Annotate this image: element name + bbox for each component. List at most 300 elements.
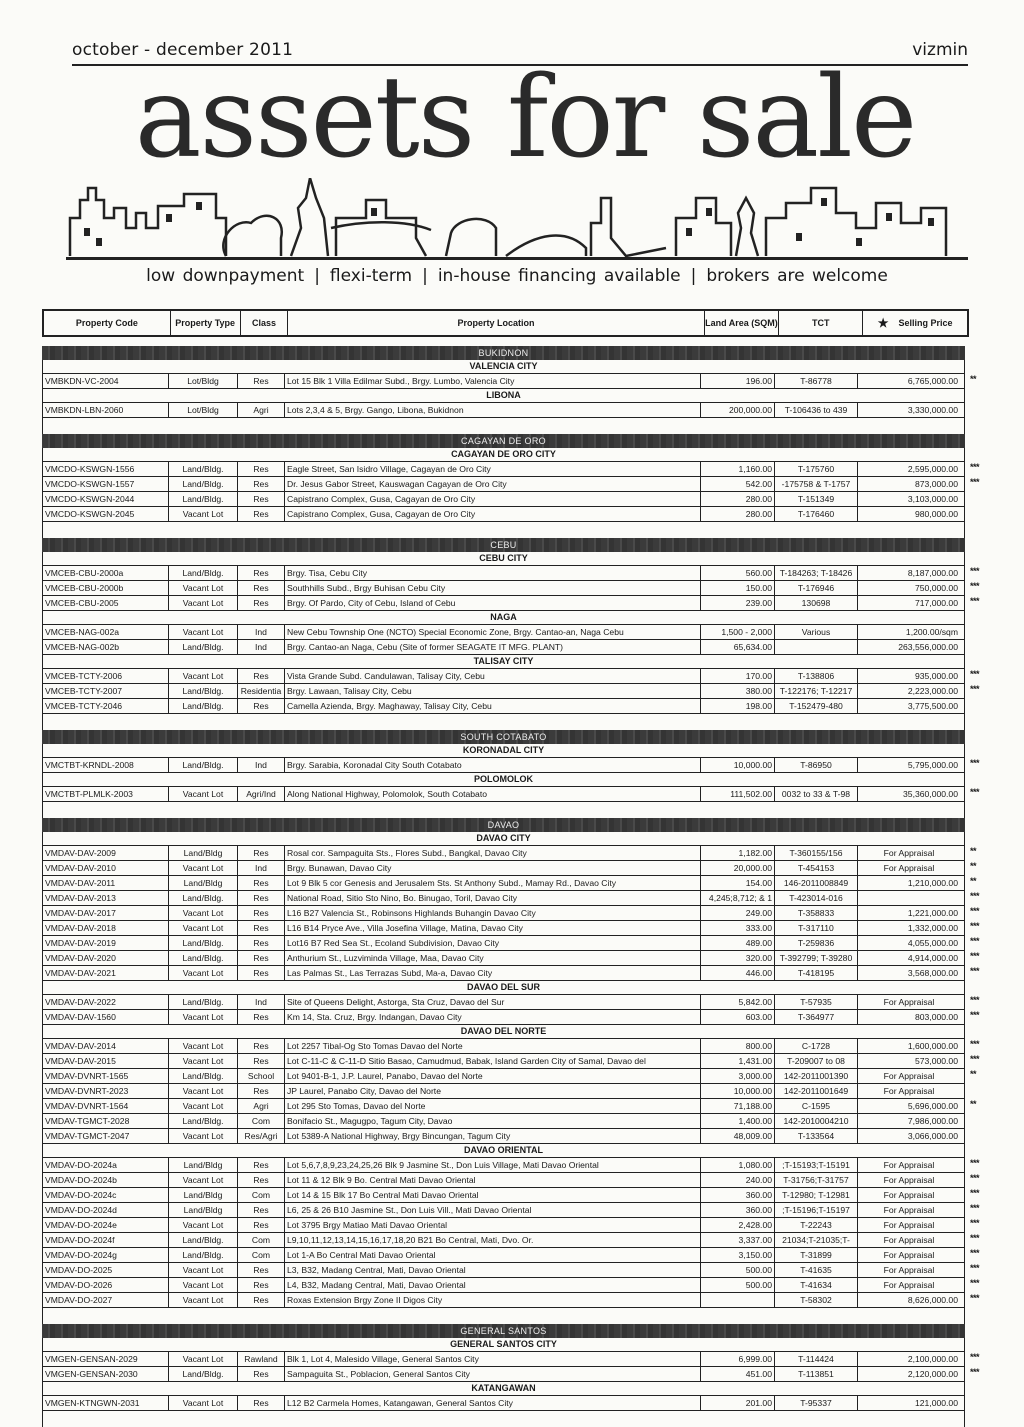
property-class: Res [238,1367,285,1381]
table-row [42,876,977,891]
land-area: 360.00 [701,1188,775,1202]
land-area: 1,080.00 [701,1158,775,1172]
land-area: 198.00 [701,699,775,713]
property-code: VMDAV-DAV-2020 [43,951,169,965]
property-code: VMGEN-GENSAN-2030 [43,1367,169,1381]
land-area: 1,182.00 [701,846,775,860]
table-row [42,1218,980,1233]
land-area: 2,428.00 [701,1218,775,1232]
property-code: VMDAV-DVNRT-2023 [43,1084,169,1098]
property-code: VMDAV-DAV-2010 [43,861,169,875]
property-type: Land/Bldg. [169,891,238,905]
property-type: Land/Bldg. [169,1114,238,1128]
tagline-item: brokers are welcome [706,266,888,286]
property-class: Com [238,1248,285,1262]
land-area: 4,245;8,712; & 1 [701,891,775,905]
selling-price: 5,696,000.00 [907,1101,958,1111]
property-code: VMCEB-CBU-2000b [43,581,169,595]
table-row [42,936,980,951]
city-subheader: KORONADAL CITY [42,744,965,757]
land-area: 249.00 [701,906,775,920]
table-row [42,1351,980,1367]
land-area: 500.00 [701,1278,775,1292]
property-code: VMCTBT-KRNDL-2008 [43,758,169,772]
table-row [42,1395,965,1411]
column-header-class: Class [241,311,289,335]
property-location: Capistrano Complex, Gusa, Cagayan de Oro City [285,507,701,521]
property-type: Vacant Lot [169,1173,238,1187]
rating-stars-marker: *** [970,596,980,606]
selling-price: 3,568,000.00 [907,968,958,978]
tct-number: T-176946 [775,581,858,595]
land-area: 6,999.00 [701,1352,775,1366]
property-class: Res [238,1218,285,1232]
selling-price: 980,000.00 [914,509,958,519]
property-class: Res [238,507,285,521]
property-class: Res [238,936,285,950]
land-area: 10,000.00 [701,758,775,772]
property-location: Capistrano Complex, Gusa, Cagayan de Oro City [285,492,701,506]
selling-price: For Appraisal [883,1071,935,1081]
selling-price: 1,200.00/sqm [905,627,958,637]
land-area: 3,337.00 [701,1233,775,1247]
land-area: 1,500 - 2,000 [701,625,775,639]
tct-number: T-133564 [775,1129,858,1143]
divider [66,257,968,260]
property-code: VMDAV-DO-2024a [43,1158,169,1172]
selling-price: 3,103,000.00 [907,494,958,504]
region-header: BUKIDNON [42,346,965,360]
tct-number: T-12980; T-12981 [775,1188,858,1202]
tct-number: T-86778 [775,374,858,388]
table-row [42,1069,977,1084]
region-header: GENERAL SANTOS [42,1324,965,1338]
tagline-item: flexi-term [329,266,413,286]
period-label: october - december 2011 [72,40,294,60]
property-code: VMCDO-KSWGN-1557 [43,477,169,491]
property-type: Land/Bldg. [169,462,238,476]
selling-price: For Appraisal [883,1190,935,1200]
property-location: Lot C-11-C & C-11-D Sitio Basao, Camudmud, Babak, Island Garden City of Samal, Davao del [285,1054,701,1068]
property-type: Vacant Lot [169,906,238,920]
tct-number: T-454153 [775,861,858,875]
tct-number: T-418195 [775,966,858,980]
table-row [42,507,965,522]
selling-price [858,891,962,905]
property-class: Agri [238,403,285,417]
property-type: Lot/Bldg [169,374,238,388]
land-area: 20,000.00 [701,861,775,875]
table-row [42,1278,980,1293]
property-location: Lots 2,3,4 & 5, Brgy. Gango, Libona, Bukidnon [285,403,701,417]
tct-number: T-317110 [775,921,858,935]
brand-label: vizmin [912,40,968,60]
selling-price: 35,360,000.00 [903,789,958,799]
tct-number: T-22243 [775,1218,858,1232]
property-type: Land/Bldg. [169,758,238,772]
selling-price: For Appraisal [883,1220,935,1230]
tagline-separator: | [422,266,428,286]
property-location: Brgy. Lawaan, Talisay City, Cebu [285,684,701,698]
property-class: Com [238,1233,285,1247]
property-type: Land/Bldg [169,846,238,860]
rating-stars-marker: *** [970,1158,980,1168]
rating-stars-marker: *** [970,462,980,472]
land-area: 560.00 [701,566,775,580]
table-row [42,461,980,477]
table-row [42,477,980,492]
tct-number: T-364977 [775,1010,858,1024]
rating-stars-marker: ** [970,846,977,856]
property-code: VMDAV-DO-2024e [43,1218,169,1232]
property-class: Res [238,669,285,683]
property-location: Km 14, Sta. Cruz, Brgy. Indangan, Davao City [285,1010,701,1024]
property-location: L6, 25 & 26 B10 Jasmine St., Don Luis Vill., Mati Davao Oriental [285,1203,701,1217]
property-class: Res [238,1278,285,1292]
property-class: Res [238,1084,285,1098]
table-row [42,1010,980,1025]
property-type: Vacant Lot [169,787,238,801]
property-code: VMDAV-DAV-2011 [43,876,169,890]
table-row [42,1129,965,1144]
rating-stars-marker: *** [970,1352,980,1362]
selling-price: 4,055,000.00 [907,938,958,948]
selling-price: 1,210,000.00 [907,878,958,888]
selling-price: 7,986,000.00 [907,1116,958,1126]
property-class: Res [238,966,285,980]
property-location: Southhills Subd., Brgy Buhisan Cebu City [285,581,701,595]
tct-number: T-176460 [775,507,858,521]
property-class: School [238,1069,285,1083]
table-row [42,861,977,876]
land-area: 65,634.00 [701,640,775,654]
tct-number: T-209007 to 08 [775,1054,858,1068]
land-area: 451.00 [701,1367,775,1381]
property-class: Res [238,891,285,905]
property-location: Along National Highway, Polomolok, South Cotabato [285,787,701,801]
tct-number: ;T-15196;T-15197 [775,1203,858,1217]
tagline [66,266,968,286]
property-code: VMCDO-KSWGN-2045 [43,507,169,521]
property-code: VMDAV-TGMCT-2047 [43,1129,169,1143]
tct-number: T-106436 to 439 [775,403,858,417]
property-code: VMDAV-DO-2024c [43,1188,169,1202]
table-row [42,699,965,714]
property-location: National Road, Sitio Sto Nino, Bo. Binugao, Toril, Davao City [285,891,701,905]
table-row [42,906,980,921]
tct-number: 130698 [775,596,858,610]
rating-stars-marker: ** [970,1099,977,1109]
section-spacer [42,1308,965,1324]
property-class: Res [238,492,285,506]
property-location: Rosal cor. Sampaguita Sts., Flores Subd., Bangkal, Davao City [285,846,701,860]
tct-number: 146-2011008849 [775,876,858,890]
region-header: CEBU [42,538,965,552]
land-area: 360.00 [701,1203,775,1217]
property-code: VMDAV-TGMCT-2028 [43,1114,169,1128]
property-type: Land/Bldg. [169,1233,238,1247]
tct-number: T-184263; T-18426 [775,566,858,580]
property-location: Blk 1, Lot 4, Malesido Village, General Santos City [285,1352,701,1366]
table-row [42,1248,980,1263]
city-subheader: LIBONA [42,389,965,402]
rating-stars-marker: *** [970,1293,980,1303]
property-type: Vacant Lot [169,1293,238,1307]
property-class: Res [238,1039,285,1053]
property-class: Res [238,462,285,476]
table-row [42,845,977,861]
property-type: Vacant Lot [169,1084,238,1098]
selling-price: 717,000.00 [914,598,958,608]
property-location: Brgy. Bunawan, Davao City [285,861,701,875]
property-location: Brgy. Tisa, Cebu City [285,566,701,580]
property-location: Site of Queens Delight, Astorga, Sta Cruz, Davao del Sur [285,995,701,1009]
property-class: Res [238,1054,285,1068]
property-class: Res [238,876,285,890]
selling-price: 8,626,000.00 [907,1295,958,1305]
table-row [42,565,980,581]
section-spacer [42,522,965,538]
tct-number: T-41635 [775,1263,858,1277]
land-area: 800.00 [701,1039,775,1053]
property-class: Ind [238,861,285,875]
property-class: Res [238,581,285,595]
property-type: Vacant Lot [169,861,238,875]
rating-stars-marker: *** [970,1173,980,1183]
selling-price: 3,775,500.00 [907,701,958,711]
property-location: L16 B14 Pryce Ave., Villa Josefina Village, Matina, Davao City [285,921,701,935]
land-area: 196.00 [701,374,775,388]
table-row [42,581,980,596]
land-area: 489.00 [701,936,775,950]
property-type: Land/Bldg. [169,1367,238,1381]
tct-number: T-259836 [775,936,858,950]
table-row [42,921,980,936]
rating-stars-marker: *** [970,921,980,931]
table-row [42,891,980,906]
property-location: Brgy. Sarabia, Koronadal City South Cotabato [285,758,701,772]
property-type: Land/Bldg [169,876,238,890]
rating-stars-marker: *** [970,669,980,679]
selling-price: 2,120,000.00 [907,1369,958,1379]
rating-stars-marker: *** [970,581,980,591]
land-area: 280.00 [701,492,775,506]
property-location: Lot 295 Sto Tomas, Davao del Norte [285,1099,701,1113]
tct-number: T-31756;T-31757 [775,1173,858,1187]
property-class: Res [238,566,285,580]
tct-number: C-1595 [775,1099,858,1113]
property-code: VMDAV-DAV-1560 [43,1010,169,1024]
section-spacer [42,1411,965,1427]
star-icon: ★ [877,316,889,330]
land-area: 333.00 [701,921,775,935]
property-class: Res [238,596,285,610]
property-type: Vacant Lot [169,1129,238,1143]
tagline-separator: | [314,266,320,286]
property-type: Vacant Lot [169,596,238,610]
property-class: Res [238,1158,285,1172]
tct-number: T-152479-480 [775,699,858,713]
property-class: Rawland [238,1352,285,1366]
property-code: VMCDO-KSWGN-2044 [43,492,169,506]
column-header-code: Property Code [44,311,171,335]
selling-price: 2,595,000.00 [907,464,958,474]
selling-price: For Appraisal [883,1205,935,1215]
table-row [42,951,980,966]
city-subheader: KATANGAWAN [42,1382,965,1395]
selling-price: 803,000.00 [914,1012,958,1022]
rating-stars-marker: *** [970,1039,980,1049]
property-location: Lot 1-A Bo Central Mati Davao Oriental [285,1248,701,1262]
property-code: VMCEB-CBU-2000a [43,566,169,580]
region-header: SOUTH COTABATO [42,730,965,744]
property-class: Res [238,1396,285,1410]
property-code: VMDAV-DVNRT-1565 [43,1069,169,1083]
property-class: Res [238,951,285,965]
column-header-type: Property Type [171,311,241,335]
property-code: VMDAV-DAV-2018 [43,921,169,935]
selling-price: 3,066,000.00 [907,1131,958,1141]
city-subheader: CEBU CITY [42,552,965,565]
land-area: 380.00 [701,684,775,698]
column-header-tct: TCT [779,311,863,335]
table-row [42,1173,980,1188]
property-code: VMDAV-DAV-2021 [43,966,169,980]
property-class: Ind [238,640,285,654]
property-type: Land/Bldg [169,1188,238,1202]
tct-number: 21034;T-21035;T- [775,1233,858,1247]
rating-stars-marker: *** [970,1203,980,1213]
city-subheader: VALENCIA CITY [42,360,965,373]
property-code: VMGEN-KTNGWN-2031 [43,1396,169,1410]
property-class: Res [238,1203,285,1217]
tct-number [775,640,858,654]
property-listing-table [42,346,980,1427]
rating-stars-marker: *** [970,1054,980,1064]
property-location: Vista Grande Subd. Candulawan, Talisay City, Cebu [285,669,701,683]
selling-price: 2,100,000.00 [907,1354,958,1364]
property-class: Residentia [238,684,285,698]
selling-price: 6,765,000.00 [907,376,958,386]
land-area [701,1293,775,1307]
land-area: 10,000.00 [701,1084,775,1098]
property-code: VMCEB-TCTY-2046 [43,699,169,713]
land-area: 170.00 [701,669,775,683]
tct-number: T-122176; T-12217 [775,684,858,698]
tct-number: Various [775,625,858,639]
rating-stars-marker: *** [970,1233,980,1243]
table-header [42,309,969,337]
property-location: Las Palmas St., Las Terrazas Subd, Ma-a, Davao City [285,966,701,980]
property-code: VMDAV-DO-2026 [43,1278,169,1292]
property-code: VMCEB-NAG-002a [43,625,169,639]
property-type: Vacant Lot [169,669,238,683]
property-type: Vacant Lot [169,1396,238,1410]
property-code: VMDAV-DVNRT-1564 [43,1099,169,1113]
property-code: VMCEB-NAG-002b [43,640,169,654]
tct-number: T-57935 [775,995,858,1009]
selling-price: For Appraisal [883,1235,935,1245]
rating-stars-marker: *** [970,1367,980,1377]
rating-stars-marker: *** [970,758,980,768]
section-spacer [42,714,965,730]
rating-stars-marker: ** [970,374,977,384]
property-code: VMDAV-DAV-2013 [43,891,169,905]
property-type: Vacant Lot [169,1039,238,1053]
rating-stars-marker: *** [970,995,980,1005]
property-location: Eagle Street, San Isidro Village, Cagayan de Oro City [285,462,701,476]
property-class: Res [238,1293,285,1307]
selling-price: For Appraisal [883,1175,935,1185]
land-area: 1,431.00 [701,1054,775,1068]
property-location: Camella Azienda, Brgy. Maghaway, Talisay City, Cebu [285,699,701,713]
column-header-location: Property Location [288,311,704,335]
property-class: Res [238,699,285,713]
tct-number: T-114424 [775,1352,858,1366]
rating-stars-marker: *** [970,936,980,946]
property-type: Land/Bldg [169,1158,238,1172]
property-location: Lot16 B7 Red Sea St., Ecoland Subdivision, Davao City [285,936,701,950]
tct-number: T-360155/156 [775,846,858,860]
property-location: Lot 14 & 15 Blk 17 Bo Central Mati Davao Oriental [285,1188,701,1202]
table-row [42,1114,965,1129]
property-type: Vacant Lot [169,581,238,595]
property-location: Sampaguita St., Poblacion, General Santos City [285,1367,701,1381]
property-location: Lot 9 Blk 5 cor Genesis and Jerusalem Sts. St Anthony Subd., Mamay Rd., Davao City [285,876,701,890]
property-location: Lot 15 Blk 1 Villa Edilmar Subd., Brgy. Lumbo, Valencia City [285,374,701,388]
property-class: Agri [238,1099,285,1113]
rating-stars-marker: *** [970,966,980,976]
land-area: 200,000.00 [701,403,775,417]
land-area: 603.00 [701,1010,775,1024]
property-code: VMCEB-TCTY-2007 [43,684,169,698]
selling-price: 935,000.00 [914,671,958,681]
property-location: Lot 5,6,7,8,9,23,24,25,26 Blk 9 Jasmine St., Don Luis Village, Mati Davao Oriental [285,1158,701,1172]
selling-price: 8,187,000.00 [907,568,958,578]
property-type: Land/Bldg. [169,1248,238,1262]
region-header: DAVAO [42,818,965,832]
property-code: VMDAV-DO-2027 [43,1293,169,1307]
property-type: Vacant Lot [169,1352,238,1366]
property-type: Lot/Bldg [169,403,238,417]
property-class: Com [238,1188,285,1202]
rating-stars-marker: *** [970,1278,980,1288]
selling-price: 4,914,000.00 [907,953,958,963]
selling-price: 573,000.00 [914,1056,958,1066]
table-row [42,373,977,389]
property-class: Res [238,374,285,388]
property-code: VMGEN-GENSAN-2029 [43,1352,169,1366]
property-class: Agri/Ind [238,787,285,801]
property-code: VMDAV-DAV-2022 [43,995,169,1009]
rating-stars-marker: *** [970,1218,980,1228]
selling-price: For Appraisal [883,997,935,1007]
table-row [42,1293,980,1308]
section-spacer [42,418,965,434]
section-spacer [42,802,965,818]
property-type: Vacant Lot [169,1099,238,1113]
property-type: Vacant Lot [169,507,238,521]
property-code: VMDAV-DAV-2019 [43,936,169,950]
tct-number: T-151349 [775,492,858,506]
selling-price: 3,330,000.00 [907,405,958,415]
table-row [42,1263,980,1278]
property-class: Res [238,846,285,860]
property-type: Land/Bldg. [169,640,238,654]
table-row [42,492,965,507]
property-location: L4, B32, Madang Central, Mati, Davao Oriental [285,1278,701,1292]
property-type: Land/Bldg. [169,566,238,580]
